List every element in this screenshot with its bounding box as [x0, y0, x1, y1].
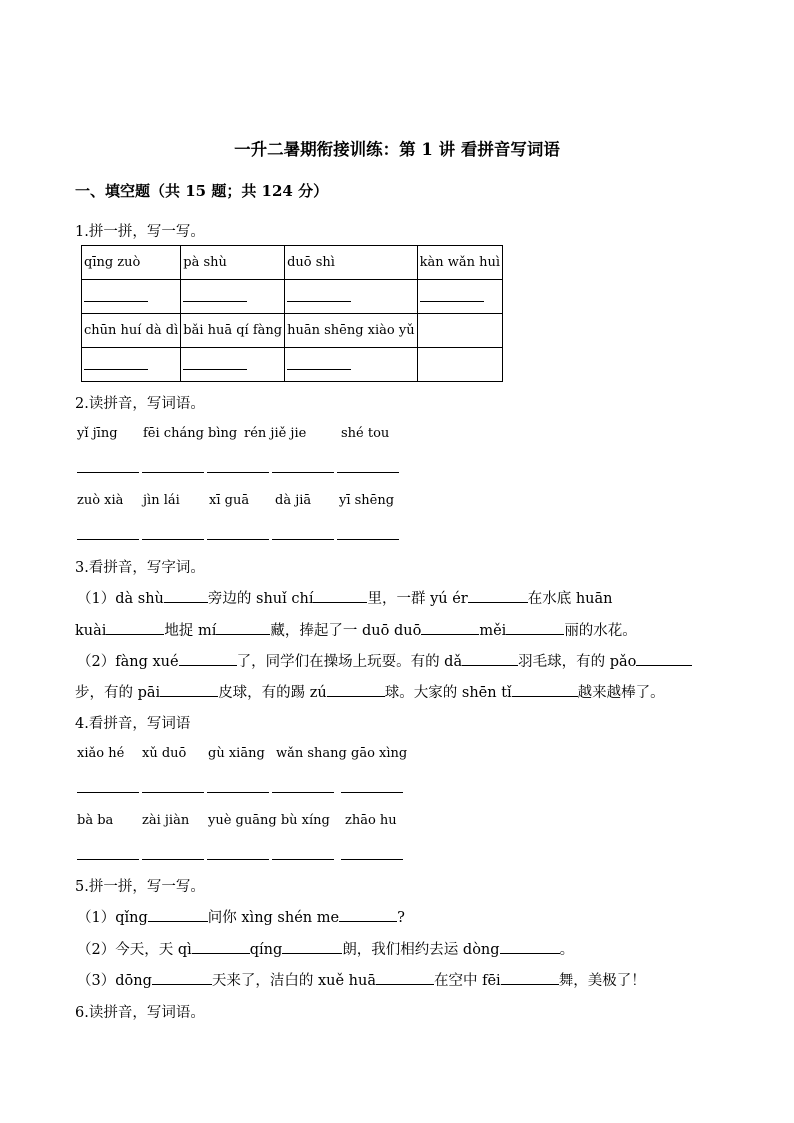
answer-blank[interactable]: [376, 970, 434, 985]
text-segment: ?: [397, 910, 405, 926]
text-segment: měi: [479, 623, 507, 639]
text-segment: 球。大家的 shēn tǐ: [384, 685, 512, 701]
table-row: [82, 246, 503, 280]
grid-cell: chūn huí dà dì: [82, 314, 181, 348]
pinyin-grid: [81, 245, 503, 382]
pinyin-word: zài jiàn: [142, 813, 190, 828]
grid-cell: huān shēng xiào yǔ: [285, 314, 417, 348]
pinyin-word: fēi cháng: [143, 426, 204, 441]
pinyin-word: jìn lái: [143, 493, 180, 508]
question-3-line: [77, 650, 692, 671]
answer-blank[interactable]: [500, 939, 560, 954]
grid-cell: bǎi huā qí fàng: [181, 314, 285, 348]
grid-cell: duō shì: [285, 246, 417, 280]
text-segment: 步，有的 pāi: [75, 685, 161, 701]
pinyin-word: zuò xià: [77, 493, 124, 508]
pinyin-word: yī shēng: [339, 493, 395, 508]
pinyin-word: xī guā: [209, 493, 250, 508]
answer-blank[interactable]: [327, 682, 385, 697]
pinyin-word: yuè guāng bù xíng: [208, 813, 330, 828]
answer-blank[interactable]: [468, 588, 528, 603]
answer-blank[interactable]: [148, 907, 208, 922]
text-segment: 丽的水花。: [564, 623, 637, 639]
answer-blank[interactable]: [512, 682, 578, 697]
grid-cell: pà shù: [181, 246, 285, 280]
answer-lines[interactable]: [77, 792, 403, 793]
answer-cell[interactable]: [285, 280, 417, 314]
text-segment: （3）dōng: [77, 973, 152, 989]
question-1-label: 1.拼一拼，写一写。: [75, 224, 205, 240]
answer-blank[interactable]: [421, 620, 479, 635]
answer-blank[interactable]: [152, 970, 212, 985]
answer-cell[interactable]: [417, 348, 502, 382]
text-segment: 藏，捧起了一 duō duō: [270, 623, 422, 639]
answer-blank[interactable]: [636, 651, 692, 666]
answer-blank[interactable]: [282, 939, 342, 954]
pinyin-word: rén jiě jie: [244, 426, 307, 441]
answer-blank[interactable]: [164, 588, 208, 603]
question-5-line: [77, 969, 646, 990]
question-3-line: [75, 619, 637, 640]
question-5-label: 5.拼一拼，写一写。: [75, 879, 205, 895]
question-6-label: 6.读拼音，写词语。: [75, 1005, 205, 1021]
answer-blank[interactable]: [313, 588, 367, 603]
pinyin-word: bìng: [208, 426, 238, 441]
grid-cell: qīng zuò: [82, 246, 181, 280]
text-segment: 越来越棒了。: [577, 685, 665, 701]
question-3-line: [77, 587, 613, 608]
question-5-line: [77, 906, 405, 927]
text-segment: （1）qǐng: [77, 910, 148, 926]
text-segment: （2）fàng xué: [77, 654, 179, 670]
text-segment: qíng: [249, 942, 283, 958]
answer-lines[interactable]: [77, 539, 399, 540]
answer-blank[interactable]: [462, 651, 518, 666]
answer-blank[interactable]: [216, 620, 270, 635]
text-segment: 舞，美极了！: [558, 973, 646, 989]
answer-lines[interactable]: [77, 859, 403, 860]
text-segment: 朗，我们相约去运 dòng: [342, 942, 500, 958]
grid-cell: kàn wǎn huì: [417, 246, 502, 280]
text-segment: 里，一群 yú ér: [367, 591, 468, 607]
table-row: [82, 348, 503, 382]
question-2-label: 2.读拼音，写词语。: [75, 396, 205, 412]
answer-blank[interactable]: [160, 682, 218, 697]
answer-blank[interactable]: [192, 939, 250, 954]
answer-blank[interactable]: [179, 651, 237, 666]
text-segment: 羽毛球，有的 pǎo: [518, 654, 637, 670]
grid-cell: [417, 314, 502, 348]
pinyin-word: xǔ duō: [142, 746, 187, 761]
text-segment: （1）dà shù: [77, 591, 164, 607]
text-segment: 了，同学们在操场上玩耍。有的 dǎ: [236, 654, 463, 670]
text-segment: 旁边的 shuǐ chí: [207, 591, 314, 607]
text-segment: 在水底 huān: [527, 591, 613, 607]
pinyin-word: xiǎo hé: [77, 746, 125, 761]
answer-blank[interactable]: [501, 970, 559, 985]
pinyin-word: dà jiā: [275, 493, 312, 508]
answer-blank[interactable]: [339, 907, 397, 922]
answer-blank[interactable]: [506, 620, 564, 635]
text-segment: 。: [559, 942, 575, 958]
answer-cell[interactable]: [181, 348, 285, 382]
pinyin-word: bà ba: [77, 813, 114, 828]
question-3-label: 3.看拼音，写字词。: [75, 560, 205, 576]
answer-cell[interactable]: [181, 280, 285, 314]
pinyin-word: zhāo hu: [345, 813, 397, 828]
text-segment: kuài: [75, 623, 107, 639]
pinyin-word: gù xiāng: [208, 746, 265, 761]
table-row: [82, 280, 503, 314]
text-segment: （2）今天，天 qì: [77, 942, 192, 958]
question-4-label: 4.看拼音，写词语: [75, 716, 191, 732]
answer-cell[interactable]: [82, 280, 181, 314]
answer-blank[interactable]: [106, 620, 164, 635]
question-5-line: [77, 938, 574, 959]
text-segment: 皮球，有的踢 zú: [218, 685, 327, 701]
question-3-line: [75, 681, 665, 702]
pinyin-word: yǐ jīng: [77, 426, 118, 441]
page-title: 一升二暑期衔接训练：第 1 讲 看拼音写词语: [234, 140, 560, 159]
answer-cell[interactable]: [82, 348, 181, 382]
text-segment: 问你 xìng shén me: [207, 910, 340, 926]
text-segment: 在空中 fēi: [434, 973, 501, 989]
section-heading: 一、填空题（共 15 题；共 124 分）: [75, 182, 329, 200]
answer-lines[interactable]: [77, 472, 399, 473]
answer-cell[interactable]: [285, 348, 417, 382]
pinyin-word: shé tou: [341, 426, 390, 441]
text-segment: 地捉 mí: [164, 623, 217, 639]
pinyin-word: wǎn shang gāo xìng: [276, 746, 408, 761]
table-row: [82, 314, 503, 348]
answer-cell[interactable]: [417, 280, 502, 314]
text-segment: 天来了，洁白的 xuě huā: [211, 973, 376, 989]
